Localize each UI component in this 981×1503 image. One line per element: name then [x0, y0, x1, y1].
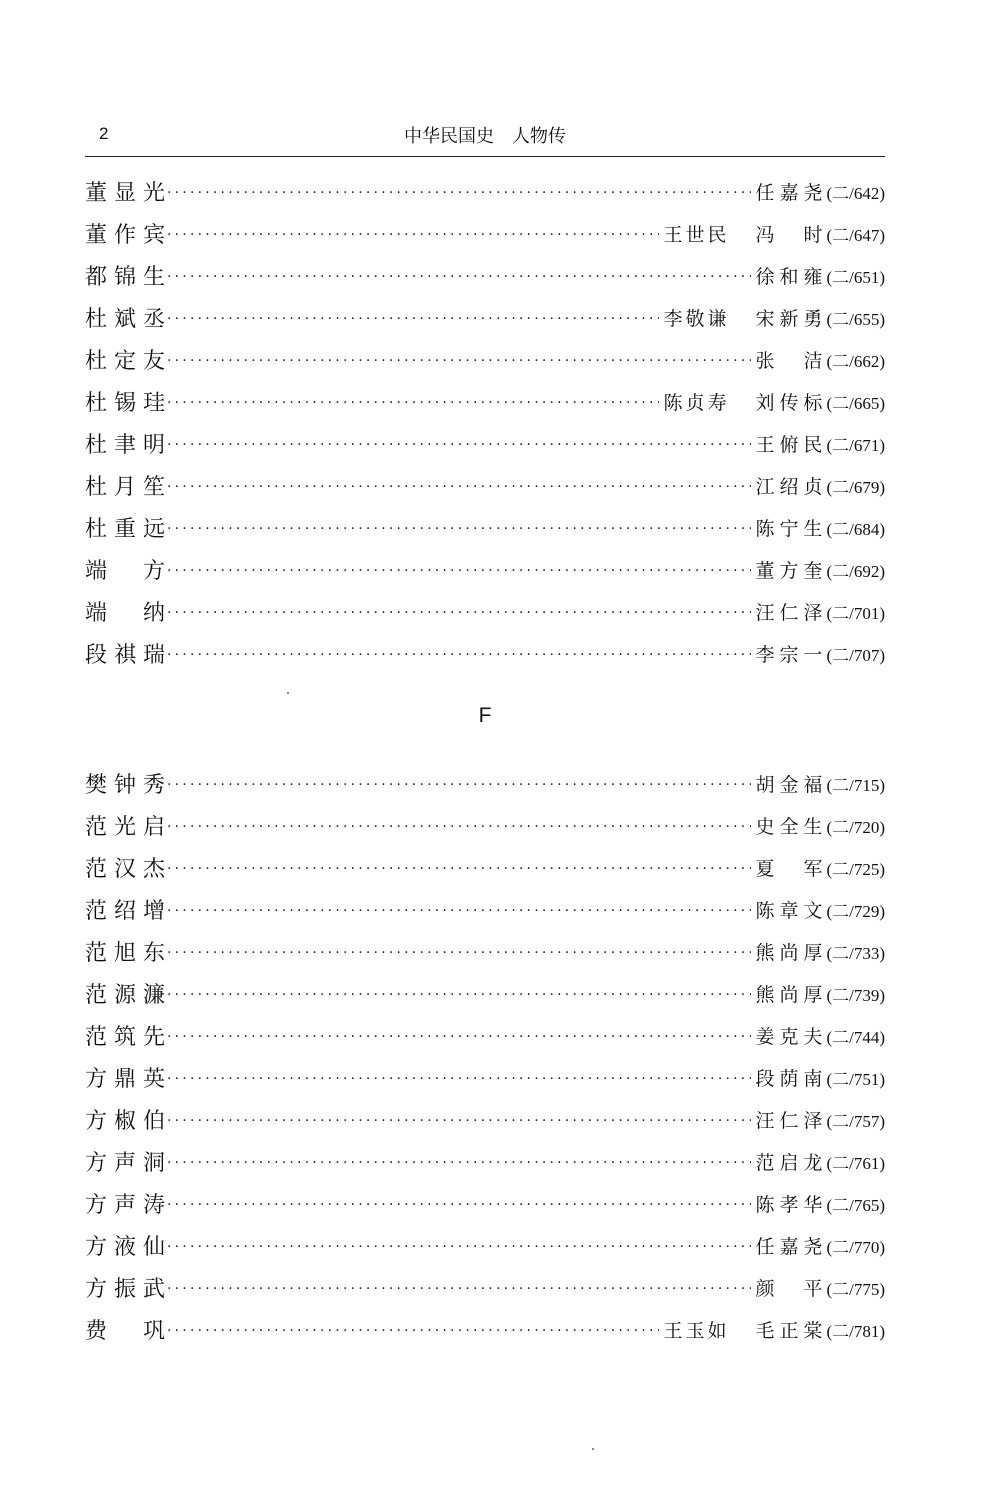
- entry-author: [755, 1274, 825, 1301]
- subject-char: 月: [113, 474, 136, 500]
- subject-char: 斌: [113, 306, 136, 332]
- author-char: 棠: [803, 1319, 826, 1342]
- entry-subject-name: [85, 638, 165, 669]
- entry-subject-name: [85, 428, 165, 459]
- subject-char: 声: [113, 1150, 136, 1176]
- subject-char: 增: [142, 898, 165, 924]
- entry-subject-name: [85, 1104, 165, 1135]
- toc-entry: [85, 1266, 885, 1308]
- subject-char: 董: [85, 222, 108, 248]
- entry-page-reference: (二/744): [826, 1027, 885, 1047]
- author-char: 荫: [779, 1067, 802, 1090]
- entry-subject-name: [85, 1020, 165, 1051]
- section-letter-heading: F: [478, 704, 492, 727]
- entry-author: [755, 556, 825, 583]
- subject-char: 明: [142, 432, 165, 458]
- page-number: 2: [99, 124, 109, 143]
- author-char: 董: [755, 559, 778, 582]
- author-char: 胡: [755, 773, 778, 796]
- dot-leader: [167, 185, 751, 201]
- author-char: 南: [803, 1067, 826, 1090]
- author-char: 宋: [755, 307, 778, 330]
- entry-page-reference: (二/775): [826, 1279, 885, 1299]
- author-char: 尚: [779, 941, 802, 964]
- author-char: 军: [803, 857, 826, 880]
- entry-author: [755, 1316, 825, 1343]
- author-char: 任: [755, 1235, 778, 1258]
- entry-page-reference: (二/701): [826, 603, 885, 623]
- author-char: 王: [755, 433, 778, 456]
- dot-leader: [167, 563, 751, 579]
- entry-subject-name: [85, 1188, 165, 1219]
- author-char: 孝: [779, 1193, 802, 1216]
- entry-subject-name: [85, 1272, 165, 1303]
- toc-entry: [85, 338, 885, 380]
- author-char: 正: [779, 1319, 802, 1342]
- author-char: 平: [803, 1277, 826, 1300]
- entry-subject-name: [85, 852, 165, 883]
- author-char: 厚: [803, 941, 826, 964]
- subject-char: 仙: [142, 1234, 165, 1260]
- author-char: 嘉: [779, 1235, 802, 1258]
- subject-char: 祺: [113, 642, 136, 668]
- book-title: 中华民国史: [404, 126, 494, 146]
- entry-co-author: 王世民: [663, 223, 730, 246]
- subject-char: 杜: [85, 432, 108, 458]
- subject-char: 启: [142, 814, 165, 840]
- toc-entry: [85, 1014, 885, 1056]
- entry-author: [755, 1148, 825, 1175]
- entry-author: [755, 430, 825, 457]
- author-char: 奎: [803, 559, 826, 582]
- entry-author: [755, 812, 825, 839]
- entry-subject-name: [85, 810, 165, 841]
- author-char: 传: [779, 391, 802, 414]
- entry-page-reference: (二/655): [826, 309, 885, 329]
- entry-subject-name: [85, 978, 165, 1009]
- volume-title: 人物传: [512, 126, 566, 146]
- entry-author: [755, 1022, 825, 1049]
- subject-char: 源: [113, 982, 136, 1008]
- author-char: 颜: [755, 1277, 778, 1300]
- subject-char: 杜: [85, 516, 108, 542]
- entry-author: [755, 598, 825, 625]
- page-header: [85, 118, 885, 157]
- toc-entry: [85, 422, 885, 464]
- toc-entry: [85, 548, 885, 590]
- entry-page-reference: (二/679): [826, 477, 885, 497]
- author-char: 范: [755, 1151, 778, 1174]
- subject-char: 东: [142, 940, 165, 966]
- entry-subject-name: [85, 344, 165, 375]
- subject-char: 樊: [85, 772, 108, 798]
- subject-char: 先: [142, 1024, 165, 1050]
- entry-author: [755, 220, 825, 247]
- subject-char: 绍: [113, 898, 136, 924]
- entry-co-author: 李敬谦: [663, 307, 730, 330]
- author-char: 汪: [755, 601, 778, 624]
- subject-char: 珪: [142, 390, 165, 416]
- subject-char: 洞: [142, 1150, 165, 1176]
- entry-page-reference: (二/671): [826, 435, 885, 455]
- author-char: 俯: [779, 433, 802, 456]
- entry-author: [755, 980, 825, 1007]
- subject-char: 杜: [85, 390, 108, 416]
- toc-entry: [85, 254, 885, 296]
- subject-char: 范: [85, 898, 108, 924]
- entry-page-reference: (二/770): [826, 1237, 885, 1257]
- entry-subject-name: [85, 596, 165, 627]
- author-char: 泽: [803, 601, 826, 624]
- entry-author: [755, 1106, 825, 1133]
- toc-entry: [85, 1056, 885, 1098]
- subject-char: 方: [85, 1066, 108, 1092]
- entry-subject-name: [85, 554, 165, 585]
- author-char: 张: [755, 349, 778, 372]
- dot-leader: [167, 521, 751, 537]
- subject-char: 瑞: [142, 642, 165, 668]
- subject-char: 秀: [142, 772, 165, 798]
- dot-leader: [167, 437, 751, 453]
- toc-section-f: [85, 762, 885, 1350]
- toc-entry: [85, 590, 885, 632]
- dot-leader: [167, 777, 751, 793]
- subject-char: 椒: [113, 1108, 136, 1134]
- author-char: 尧: [803, 181, 826, 204]
- author-char: 陈: [755, 899, 778, 922]
- dot-leader: [167, 1323, 659, 1339]
- subject-char: 都: [85, 264, 108, 290]
- author-char: 金: [779, 773, 802, 796]
- entry-subject-name: [85, 1062, 165, 1093]
- author-char: 雍: [803, 265, 826, 288]
- author-char: 史: [755, 815, 778, 838]
- entry-subject-name: [85, 302, 165, 333]
- entry-page-reference: (二/647): [826, 225, 885, 245]
- entry-subject-name: [85, 1314, 165, 1345]
- author-char: 生: [803, 815, 826, 838]
- author-char: 尚: [779, 983, 802, 1006]
- entry-author: [755, 1232, 825, 1259]
- author-char: 时: [803, 223, 826, 246]
- dot-leader: [167, 987, 751, 1003]
- entry-page-reference: (二/725): [826, 859, 885, 879]
- author-char: 和: [779, 265, 802, 288]
- entry-subject-name: [85, 470, 165, 501]
- author-char: 嘉: [779, 181, 802, 204]
- entry-author: [755, 1190, 825, 1217]
- subject-char: 杰: [142, 856, 165, 882]
- subject-char: 方: [85, 1234, 108, 1260]
- entry-page-reference: (二/684): [826, 519, 885, 539]
- subject-char: 显: [113, 180, 136, 206]
- author-char: 熊: [755, 983, 778, 1006]
- entry-author: [755, 346, 825, 373]
- author-char: 文: [803, 899, 826, 922]
- author-char: 方: [779, 559, 802, 582]
- entry-subject-name: [85, 386, 165, 417]
- subject-char: 段: [85, 642, 108, 668]
- entry-author: [755, 1064, 825, 1091]
- entry-subject-name: [85, 260, 165, 291]
- subject-char: 钟: [113, 772, 136, 798]
- entry-author: [755, 854, 825, 881]
- subject-char: 武: [142, 1276, 165, 1302]
- subject-char: 巩: [142, 1318, 165, 1344]
- subject-char: 端: [85, 558, 108, 584]
- dot-leader: [167, 903, 751, 919]
- author-char: 姜: [755, 1025, 778, 1048]
- dot-leader: [167, 1281, 751, 1297]
- subject-char: 笙: [142, 474, 165, 500]
- author-char: 福: [803, 773, 826, 796]
- author-char: 民: [803, 433, 826, 456]
- dot-leader: [167, 395, 659, 411]
- entry-co-author: 王玉如: [663, 1319, 730, 1342]
- subject-char: 锦: [113, 264, 136, 290]
- scan-speck: [287, 692, 289, 694]
- author-char: 泽: [803, 1109, 826, 1132]
- subject-char: 液: [113, 1234, 136, 1260]
- entry-subject-name: [85, 1230, 165, 1261]
- author-char: 毛: [755, 1319, 778, 1342]
- subject-char: 振: [113, 1276, 136, 1302]
- toc-entry: [85, 296, 885, 338]
- author-char: 标: [803, 391, 826, 414]
- dot-leader: [167, 269, 751, 285]
- author-char: 李: [755, 643, 778, 666]
- entry-page-reference: (二/739): [826, 985, 885, 1005]
- entry-author: [755, 938, 825, 965]
- subject-char: 英: [142, 1066, 165, 1092]
- dot-leader: [167, 647, 751, 663]
- entry-author: [755, 514, 825, 541]
- subject-char: 杜: [85, 306, 108, 332]
- entry-page-reference: (二/642): [826, 183, 885, 203]
- subject-char: 方: [85, 1276, 108, 1302]
- author-char: 贞: [803, 475, 826, 498]
- entry-subject-name: [85, 512, 165, 543]
- subject-char: 定: [113, 348, 136, 374]
- entry-subject-name: [85, 176, 165, 207]
- toc-entry: [85, 1224, 885, 1266]
- author-char: 全: [779, 815, 802, 838]
- subject-char: 范: [85, 1024, 108, 1050]
- author-char: 华: [803, 1193, 826, 1216]
- author-char: 勇: [803, 307, 826, 330]
- subject-char: 聿: [113, 432, 136, 458]
- subject-char: 宾: [142, 222, 165, 248]
- entry-page-reference: (二/662): [826, 351, 885, 371]
- dot-leader: [167, 227, 659, 243]
- subject-char: 方: [85, 1150, 108, 1176]
- subject-char: 鼎: [113, 1066, 136, 1092]
- author-char: 任: [755, 181, 778, 204]
- entry-page-reference: (二/751): [826, 1069, 885, 1089]
- entry-page-reference: (二/720): [826, 817, 885, 837]
- toc-section-d: [85, 170, 885, 674]
- author-char: 陈: [755, 1193, 778, 1216]
- author-char: 段: [755, 1067, 778, 1090]
- entry-page-reference: (二/707): [826, 645, 885, 665]
- entry-author: [755, 388, 825, 415]
- subject-char: 方: [142, 558, 165, 584]
- dot-leader: [167, 945, 751, 961]
- subject-char: 光: [142, 180, 165, 206]
- subject-char: 生: [142, 264, 165, 290]
- entry-subject-name: [85, 936, 165, 967]
- dot-leader: [167, 1197, 751, 1213]
- dot-leader: [167, 861, 751, 877]
- toc-entry: [85, 804, 885, 846]
- author-char: 宗: [779, 643, 802, 666]
- subject-char: 丞: [142, 306, 165, 332]
- author-char: 章: [779, 899, 802, 922]
- subject-char: 光: [113, 814, 136, 840]
- toc-entry: [85, 464, 885, 506]
- subject-char: 范: [85, 856, 108, 882]
- toc-entry: [85, 506, 885, 548]
- entry-page-reference: (二/761): [826, 1153, 885, 1173]
- toc-entry: [85, 1182, 885, 1224]
- subject-char: 方: [85, 1108, 108, 1134]
- dot-leader: [167, 479, 751, 495]
- author-char: 生: [803, 517, 826, 540]
- author-char: 洁: [803, 349, 826, 372]
- entry-author: [755, 640, 825, 667]
- toc-entry: [85, 762, 885, 804]
- entry-page-reference: (二/729): [826, 901, 885, 921]
- toc-entry: [85, 1140, 885, 1182]
- author-char: 绍: [779, 475, 802, 498]
- toc-entry: [85, 930, 885, 972]
- subject-char: 董: [85, 180, 108, 206]
- entry-subject-name: [85, 894, 165, 925]
- author-char: 仁: [779, 601, 802, 624]
- entry-author: [755, 896, 825, 923]
- author-char: 新: [779, 307, 802, 330]
- subject-char: 声: [113, 1192, 136, 1218]
- author-char: 江: [755, 475, 778, 498]
- subject-char: 友: [142, 348, 165, 374]
- author-char: 熊: [755, 941, 778, 964]
- dot-leader: [167, 1029, 751, 1045]
- subject-char: 汉: [113, 856, 136, 882]
- entry-subject-name: [85, 1146, 165, 1177]
- author-char: 尧: [803, 1235, 826, 1258]
- toc-entry: [85, 632, 885, 674]
- author-char: 徐: [755, 265, 778, 288]
- subject-char: 锡: [113, 390, 136, 416]
- entry-author: [755, 262, 825, 289]
- author-char: 仁: [779, 1109, 802, 1132]
- subject-char: 濂: [142, 982, 165, 1008]
- author-char: 汪: [755, 1109, 778, 1132]
- dot-leader: [167, 1113, 751, 1129]
- toc-entry: [85, 1308, 885, 1350]
- author-char: 夏: [755, 857, 778, 880]
- entry-author: [755, 304, 825, 331]
- running-title: [85, 122, 885, 148]
- subject-char: 作: [113, 222, 136, 248]
- entry-page-reference: (二/692): [826, 561, 885, 581]
- subject-char: 费: [85, 1318, 108, 1344]
- entry-author: [755, 770, 825, 797]
- subject-char: 远: [142, 516, 165, 542]
- author-char: 龙: [803, 1151, 826, 1174]
- author-char: 宁: [779, 517, 802, 540]
- entry-page-reference: (二/665): [826, 393, 885, 413]
- entry-author: [755, 472, 825, 499]
- toc-entry: [85, 380, 885, 422]
- entry-page-reference: (二/765): [826, 1195, 885, 1215]
- entry-page-reference: (二/651): [826, 267, 885, 287]
- toc-entry: [85, 1098, 885, 1140]
- subject-char: 旭: [113, 940, 136, 966]
- dot-leader: [167, 353, 751, 369]
- subject-char: 杜: [85, 348, 108, 374]
- toc-entry: [85, 846, 885, 888]
- scan-speck: [592, 1448, 594, 1450]
- toc-entry: [85, 888, 885, 930]
- subject-char: 涛: [142, 1192, 165, 1218]
- subject-char: 杜: [85, 474, 108, 500]
- entry-subject-name: [85, 768, 165, 799]
- entry-page-reference: (二/715): [826, 775, 885, 795]
- entry-co-author: 陈贞寿: [663, 391, 730, 414]
- subject-char: 伯: [142, 1108, 165, 1134]
- subject-char: 筑: [113, 1024, 136, 1050]
- entry-page-reference: (二/733): [826, 943, 885, 963]
- author-char: 冯: [755, 223, 778, 246]
- dot-leader: [167, 819, 751, 835]
- author-char: 克: [779, 1025, 802, 1048]
- entry-subject-name: [85, 218, 165, 249]
- subject-char: 范: [85, 982, 108, 1008]
- toc-entry: [85, 972, 885, 1014]
- author-char: 厚: [803, 983, 826, 1006]
- subject-char: 方: [85, 1192, 108, 1218]
- entry-page-reference: (二/781): [826, 1321, 885, 1341]
- dot-leader: [167, 1155, 751, 1171]
- subject-char: 端: [85, 600, 108, 626]
- toc-entry: [85, 212, 885, 254]
- author-char: 夫: [803, 1025, 826, 1048]
- dot-leader: [167, 1239, 751, 1255]
- subject-char: 纳: [142, 600, 165, 626]
- author-char: 启: [779, 1151, 802, 1174]
- dot-leader: [167, 605, 751, 621]
- entry-author: [755, 178, 825, 205]
- author-char: 一: [803, 643, 826, 666]
- author-char: 刘: [755, 391, 778, 414]
- dot-leader: [167, 1071, 751, 1087]
- subject-char: 范: [85, 814, 108, 840]
- subject-char: 重: [113, 516, 136, 542]
- author-char: 陈: [755, 517, 778, 540]
- dot-leader: [167, 311, 659, 327]
- entry-page-reference: (二/757): [826, 1111, 885, 1131]
- subject-char: 范: [85, 940, 108, 966]
- toc-entry: [85, 170, 885, 212]
